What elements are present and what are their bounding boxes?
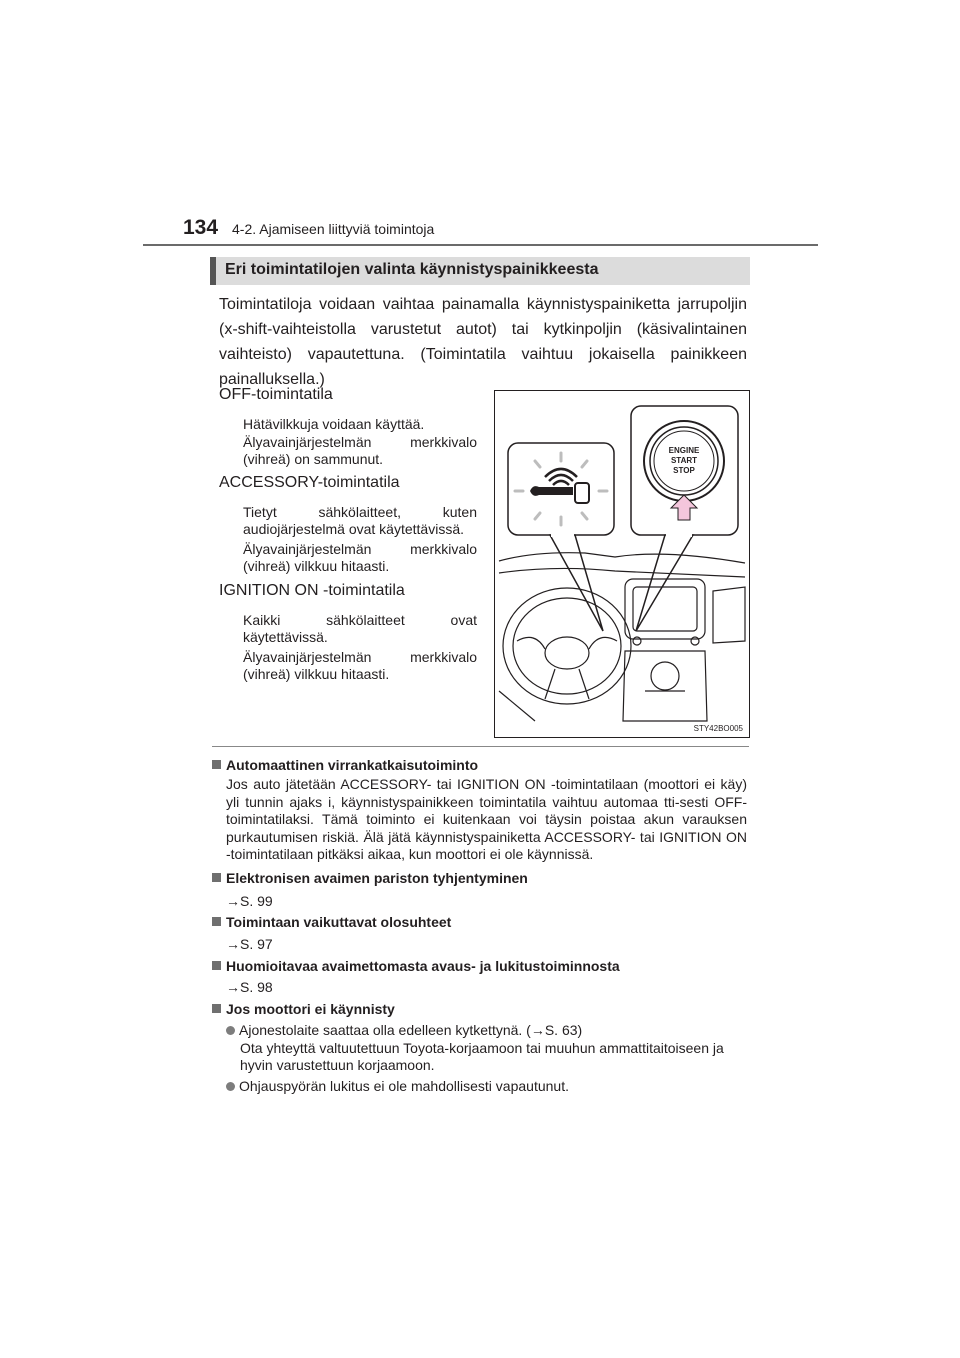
header-divider xyxy=(143,244,818,246)
page-number: 134 xyxy=(183,216,219,239)
square-bullet-icon xyxy=(212,961,221,970)
note-heading-auto-off: Automaattinen virrankatkaisutoiminto xyxy=(212,757,478,773)
mode-accessory-line-2: Älyavainjärjestelmän merkkivalo (vihreä) vilkkuu hitaasti. xyxy=(243,541,477,574)
square-bullet-icon xyxy=(212,760,221,769)
button-label-stop: STOP xyxy=(673,466,695,475)
pointer-join-2 xyxy=(666,531,692,537)
note-heading-keyless: Huomioitavaa avaimettomasta avaus- ja lukitustoiminnosta xyxy=(212,958,620,974)
round-bullet-icon xyxy=(226,1082,235,1091)
chapter-title: 4-2. Ajamiseen liittyviä toimintoja xyxy=(232,221,435,237)
mode-title-accessory: ACCESSORY-toimintatila xyxy=(219,474,400,491)
notes-divider xyxy=(212,746,749,747)
button-label-engine: ENGINE xyxy=(668,446,700,455)
note-heading-conditions: Toimintaan vaikuttavat olosuhteet xyxy=(212,914,451,930)
note-heading-battery: Elektronisen avaimen pariston tyhjentyminen xyxy=(212,870,528,886)
pointer-join-1 xyxy=(551,531,574,537)
square-bullet-icon xyxy=(212,917,221,926)
dashboard-illustration xyxy=(494,390,750,738)
mode-ignition-line-2: Älyavainjärjestelmän merkkivalo (vihreä) vilkkuu hitaasti. xyxy=(243,649,477,682)
page-reference[interactable]: →S. 99 xyxy=(226,893,273,909)
mode-off-line-2: Älyavainjärjestelmän merkkivalo (vihreä) on sammunut. xyxy=(243,434,477,467)
intro-paragraph: Toimintatiloja voidaan vaihtaa painamalla käynnistyspainiketta jarrupoljin (x-shift-vaihteistolla varustetut autot) tai kytkinpoljin (käsivalintainen vaihteisto) vapautettuna. (Toimintatila vaihtuu jokaisella painikkeen painalluksella.) xyxy=(219,296,747,388)
mode-title-ignition: IGNITION ON -toimintatila xyxy=(219,582,405,599)
mode-accessory-line-1: Tietyt sähkölaitteet, kuten audiojärjestelmä ovat käytettävissä. xyxy=(243,504,477,537)
indicator-pointer xyxy=(550,535,603,631)
round-bullet-icon xyxy=(226,1026,235,1035)
figure-code: STY42BO005 xyxy=(693,724,743,733)
bullet-steering-lock: Ohjauspyörän lukitus ei ole mahdollisesti vapautunut. xyxy=(226,1078,747,1096)
mode-ignition-line-1: Kaikki sähkölaitteet ovat käytettävissä. xyxy=(243,612,477,645)
section-heading-accent xyxy=(210,257,216,285)
mode-title-off: OFF-toimintatila xyxy=(219,386,333,403)
section-heading-text: Eri toimintatilojen valinta käynnistyspainikkeesta xyxy=(225,261,599,278)
dashboard-drawing xyxy=(495,391,749,737)
square-bullet-icon xyxy=(212,1004,221,1013)
section-heading xyxy=(210,257,750,285)
dashboard-line-art xyxy=(499,553,745,721)
note-body-auto-off: Jos auto jätetään ACCESSORY- tai IGNITION ON -toimintatilaan (moottori ei käy) yli tunnin ajaks i, käynnistyspainikkeen toimintatila vaihtuu automaa tti-sesti OFF-toimintatilaksi. Tämä toiminto ei kuitenkaan voi täysin poistaa akun varauksen purkautumisen riskiä. Älä jätä käynnistyspainiketta ACCESSORY- tai IGNITION ON -toimintatilaan pitkäksi aikaa, kun moottori ei ole käynnissä. xyxy=(226,776,747,862)
bullet-immobilizer: Ajonestolaite saattaa olla edelleen kytkettynä. (→S. 63) Ota yhteyttä valtuutettuun Toyota-korjaamoon tai muuhun ammattitaitoiseen ja hyvin varustettuun korjaamoon. xyxy=(226,1022,747,1075)
page-reference[interactable]: →S. 98 xyxy=(226,979,273,995)
note-heading-no-start: Jos moottori ei käynnisty xyxy=(212,1001,395,1017)
mode-off-line-1: Hätävilkkuja voidaan käyttää. xyxy=(243,416,425,432)
page-reference[interactable]: →S. 97 xyxy=(226,936,273,952)
square-bullet-icon xyxy=(212,873,221,882)
button-pointer xyxy=(636,535,693,631)
button-label-start: START xyxy=(670,456,698,465)
